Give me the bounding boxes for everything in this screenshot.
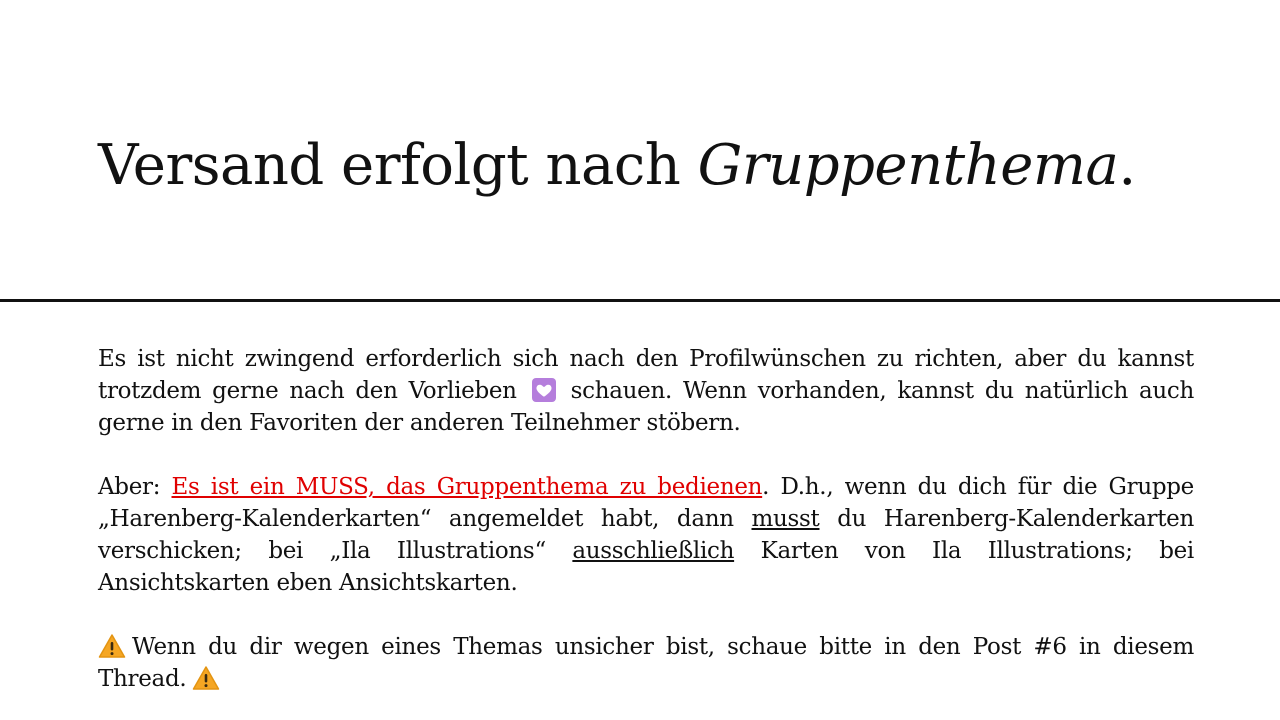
warning-icon [192, 665, 220, 691]
slide-title [98, 126, 1198, 206]
horizontal-divider [0, 299, 1280, 302]
paragraph-warning [98, 631, 1194, 695]
paragraph2-part2: du Harenberg-Kalenderkarten verschicken; bei „Ila Illustrations“ [98, 506, 1195, 564]
slide-body [98, 343, 1194, 695]
title-end: . [1118, 133, 1136, 198]
paragraph-preferences [98, 343, 1194, 439]
paragraph3-text: Wenn du dir wegen eines Themas unsicher bist, schaue bitte in den Post #6 in diesem Thread. [98, 634, 1194, 692]
title-italic: Gruppenthema [697, 133, 1119, 198]
paragraph-group-theme [98, 471, 1194, 599]
exclusively-underlined: ausschließlich [572, 538, 735, 564]
paragraph1-part1: Es ist nicht zwingend erforderlich sich nach den Profilwünschen zu richten, aber du kannst trotzdem gerne nach den Vorlieben [98, 346, 1194, 404]
paragraph2-lead: Aber: [98, 474, 172, 500]
paragraph1-part2: schauen. Wenn vorhanden, kannst du natürlich auch gerne in den Favoriten der anderen Teilnehmer stöbern. [98, 378, 1194, 436]
paragraph2-part1: . D.h., wenn du dich für die Gruppe „Harenberg-Kalenderkarten“ angemeldet habt, dann [98, 474, 1194, 532]
must-serve-theme-emphasis: Es ist ein MUSS, das Gruppenthema zu bedienen [171, 474, 763, 500]
warning-icon [98, 633, 126, 659]
must-underlined: musst [751, 506, 820, 532]
heart-icon [532, 378, 556, 402]
paragraph2-part3: Karten von Ila Illustrations; bei Ansichtskarten eben Ansichtskarten. [98, 538, 1194, 596]
title-main: Versand erfolgt nach [98, 133, 698, 198]
